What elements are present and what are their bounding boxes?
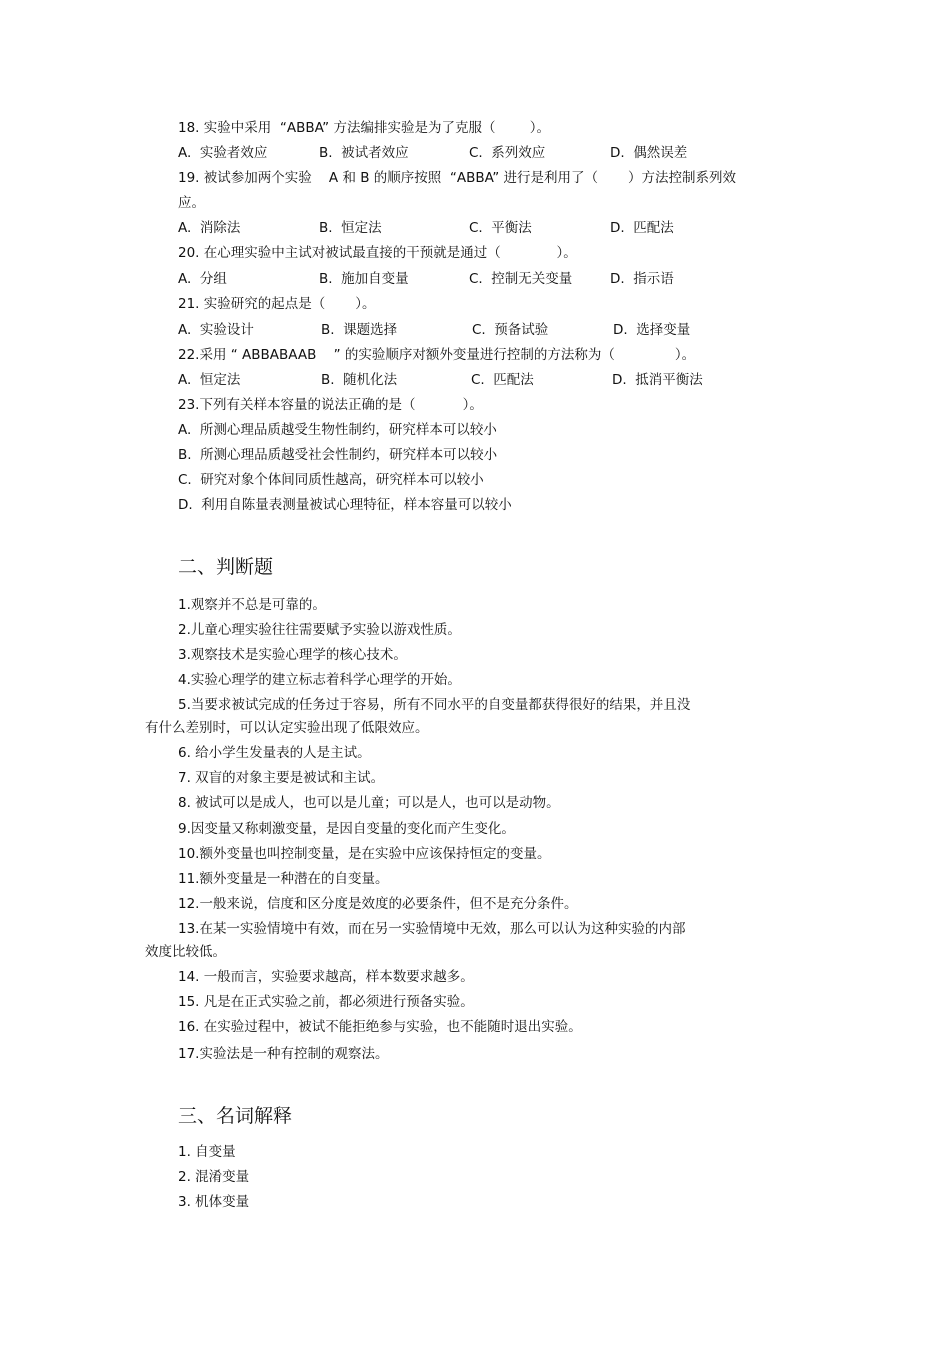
term-item: 3. 机体变量 — [178, 1194, 250, 1210]
judge-item: 有什么差别时，可以认定实验出现了低限效应。 — [145, 720, 429, 736]
question-20-stem: 20. 在心理实验中主试对被试最直接的干预就是通过（ ）。 — [178, 245, 577, 261]
option-c: C. 研究对象个体间同质性越高，研究样本可以较小 — [178, 472, 484, 488]
option-b: B. 所测心理品质越受社会性制约，研究样本可以较小 — [178, 447, 498, 463]
judge-item: 5.当要求被试完成的任务过于容易，所有不同水平的自变量都获得很好的结果，并且没 — [178, 697, 691, 713]
judge-item: 效度比较低。 — [145, 944, 226, 960]
option-a: A. 消除法 — [178, 220, 241, 236]
option-c: C. 匹配法 — [471, 372, 534, 388]
option-c: C. 控制无关变量 — [469, 271, 573, 287]
section-heading-judge: 二、判断题 — [178, 556, 274, 578]
judge-item: 16. 在实验过程中，被试不能拒绝参与实验，也不能随时退出实验。 — [178, 1019, 582, 1035]
section-heading-terms: 三、名词解释 — [178, 1105, 293, 1127]
option-a: A. 实验设计 — [178, 322, 254, 338]
question-23-stem: 23.下列有关样本容量的说法正确的是（ ）。 — [178, 397, 483, 413]
option-d: D. 偶然误差 — [610, 145, 688, 161]
question-19-stem: 应。 — [178, 195, 205, 211]
option-c: C. 平衡法 — [469, 220, 532, 236]
judge-item: 9.因变量又称刺激变量，是因自变量的变化而产生变化。 — [178, 821, 515, 837]
option-a: A. 所测心理品质越受生物性制约，研究样本可以较小 — [178, 422, 497, 438]
option-d: D. 抵消平衡法 — [612, 372, 703, 388]
option-d: D. 指示语 — [610, 271, 674, 287]
option-b: B. 课题选择 — [321, 322, 398, 338]
option-d: D. 匹配法 — [610, 220, 674, 236]
question-18-stem: 18. 实验中采用 “ABBA” 方法编排实验是为了克服（ ）。 — [178, 120, 551, 136]
judge-item: 14. 一般而言，实验要求越高，样本数要求越多。 — [178, 969, 474, 985]
judge-item: 3.观察技术是实验心理学的核心技术。 — [178, 647, 407, 663]
term-item: 2. 混淆变量 — [178, 1169, 250, 1185]
option-d: D. 选择变量 — [613, 322, 691, 338]
judge-item: 11.额外变量是一种潜在的自变量。 — [178, 871, 389, 887]
option-b: B. 随机化法 — [321, 372, 398, 388]
judge-item: 12.一般来说，信度和区分度是效度的必要条件，但不是充分条件。 — [178, 896, 578, 912]
option-a: A. 分组 — [178, 271, 227, 287]
judge-item: 8. 被试可以是成人，也可以是儿童；可以是人，也可以是动物。 — [178, 795, 560, 811]
judge-item: 6. 给小学生发量表的人是主试。 — [178, 745, 371, 761]
term-item: 1. 自变量 — [178, 1144, 236, 1160]
option-a: A. 恒定法 — [178, 372, 241, 388]
judge-item: 10.额外变量也叫控制变量，是在实验中应该保持恒定的变量。 — [178, 846, 551, 862]
question-21-stem: 21. 实验研究的起点是（ ）。 — [178, 296, 376, 312]
option-c: C. 系列效应 — [469, 145, 546, 161]
judge-item: 15. 凡是在正式实验之前，都必须进行预备实验。 — [178, 994, 474, 1010]
option-a: A. 实验者效应 — [178, 145, 268, 161]
option-b: B. 施加自变量 — [319, 271, 409, 287]
question-22-stem: 22.采用 “ ABBABAAB ” 的实验顺序对额外变量进行控制的方法称为（ ）。 — [178, 347, 696, 363]
judge-item: 1.观察并不总是可靠的。 — [178, 597, 326, 613]
option-c: C. 预备试验 — [472, 322, 549, 338]
judge-item: 4.实验心理学的建立标志着科学心理学的开始。 — [178, 672, 461, 688]
judge-item: 13.在某一实验情境中有效，而在另一实验情境中无效，那么可以认为这种实验的内部 — [178, 921, 686, 937]
judge-item: 2.儿童心理实验往往需要赋予实验以游戏性质。 — [178, 622, 461, 638]
option-d: D. 利用自陈量表测量被试心理特征，样本容量可以较小 — [178, 497, 512, 513]
option-b: B. 被试者效应 — [319, 145, 409, 161]
judge-item: 7. 双盲的对象主要是被试和主试。 — [178, 770, 385, 786]
judge-item: 17.实验法是一种有控制的观察法。 — [178, 1046, 389, 1062]
option-b: B. 恒定法 — [319, 220, 382, 236]
question-19-stem: 19. 被试参加两个实验 A 和 B 的顺序按照 “ABBA” 进行是利用了（ ）方法控制系列效 — [178, 170, 737, 186]
